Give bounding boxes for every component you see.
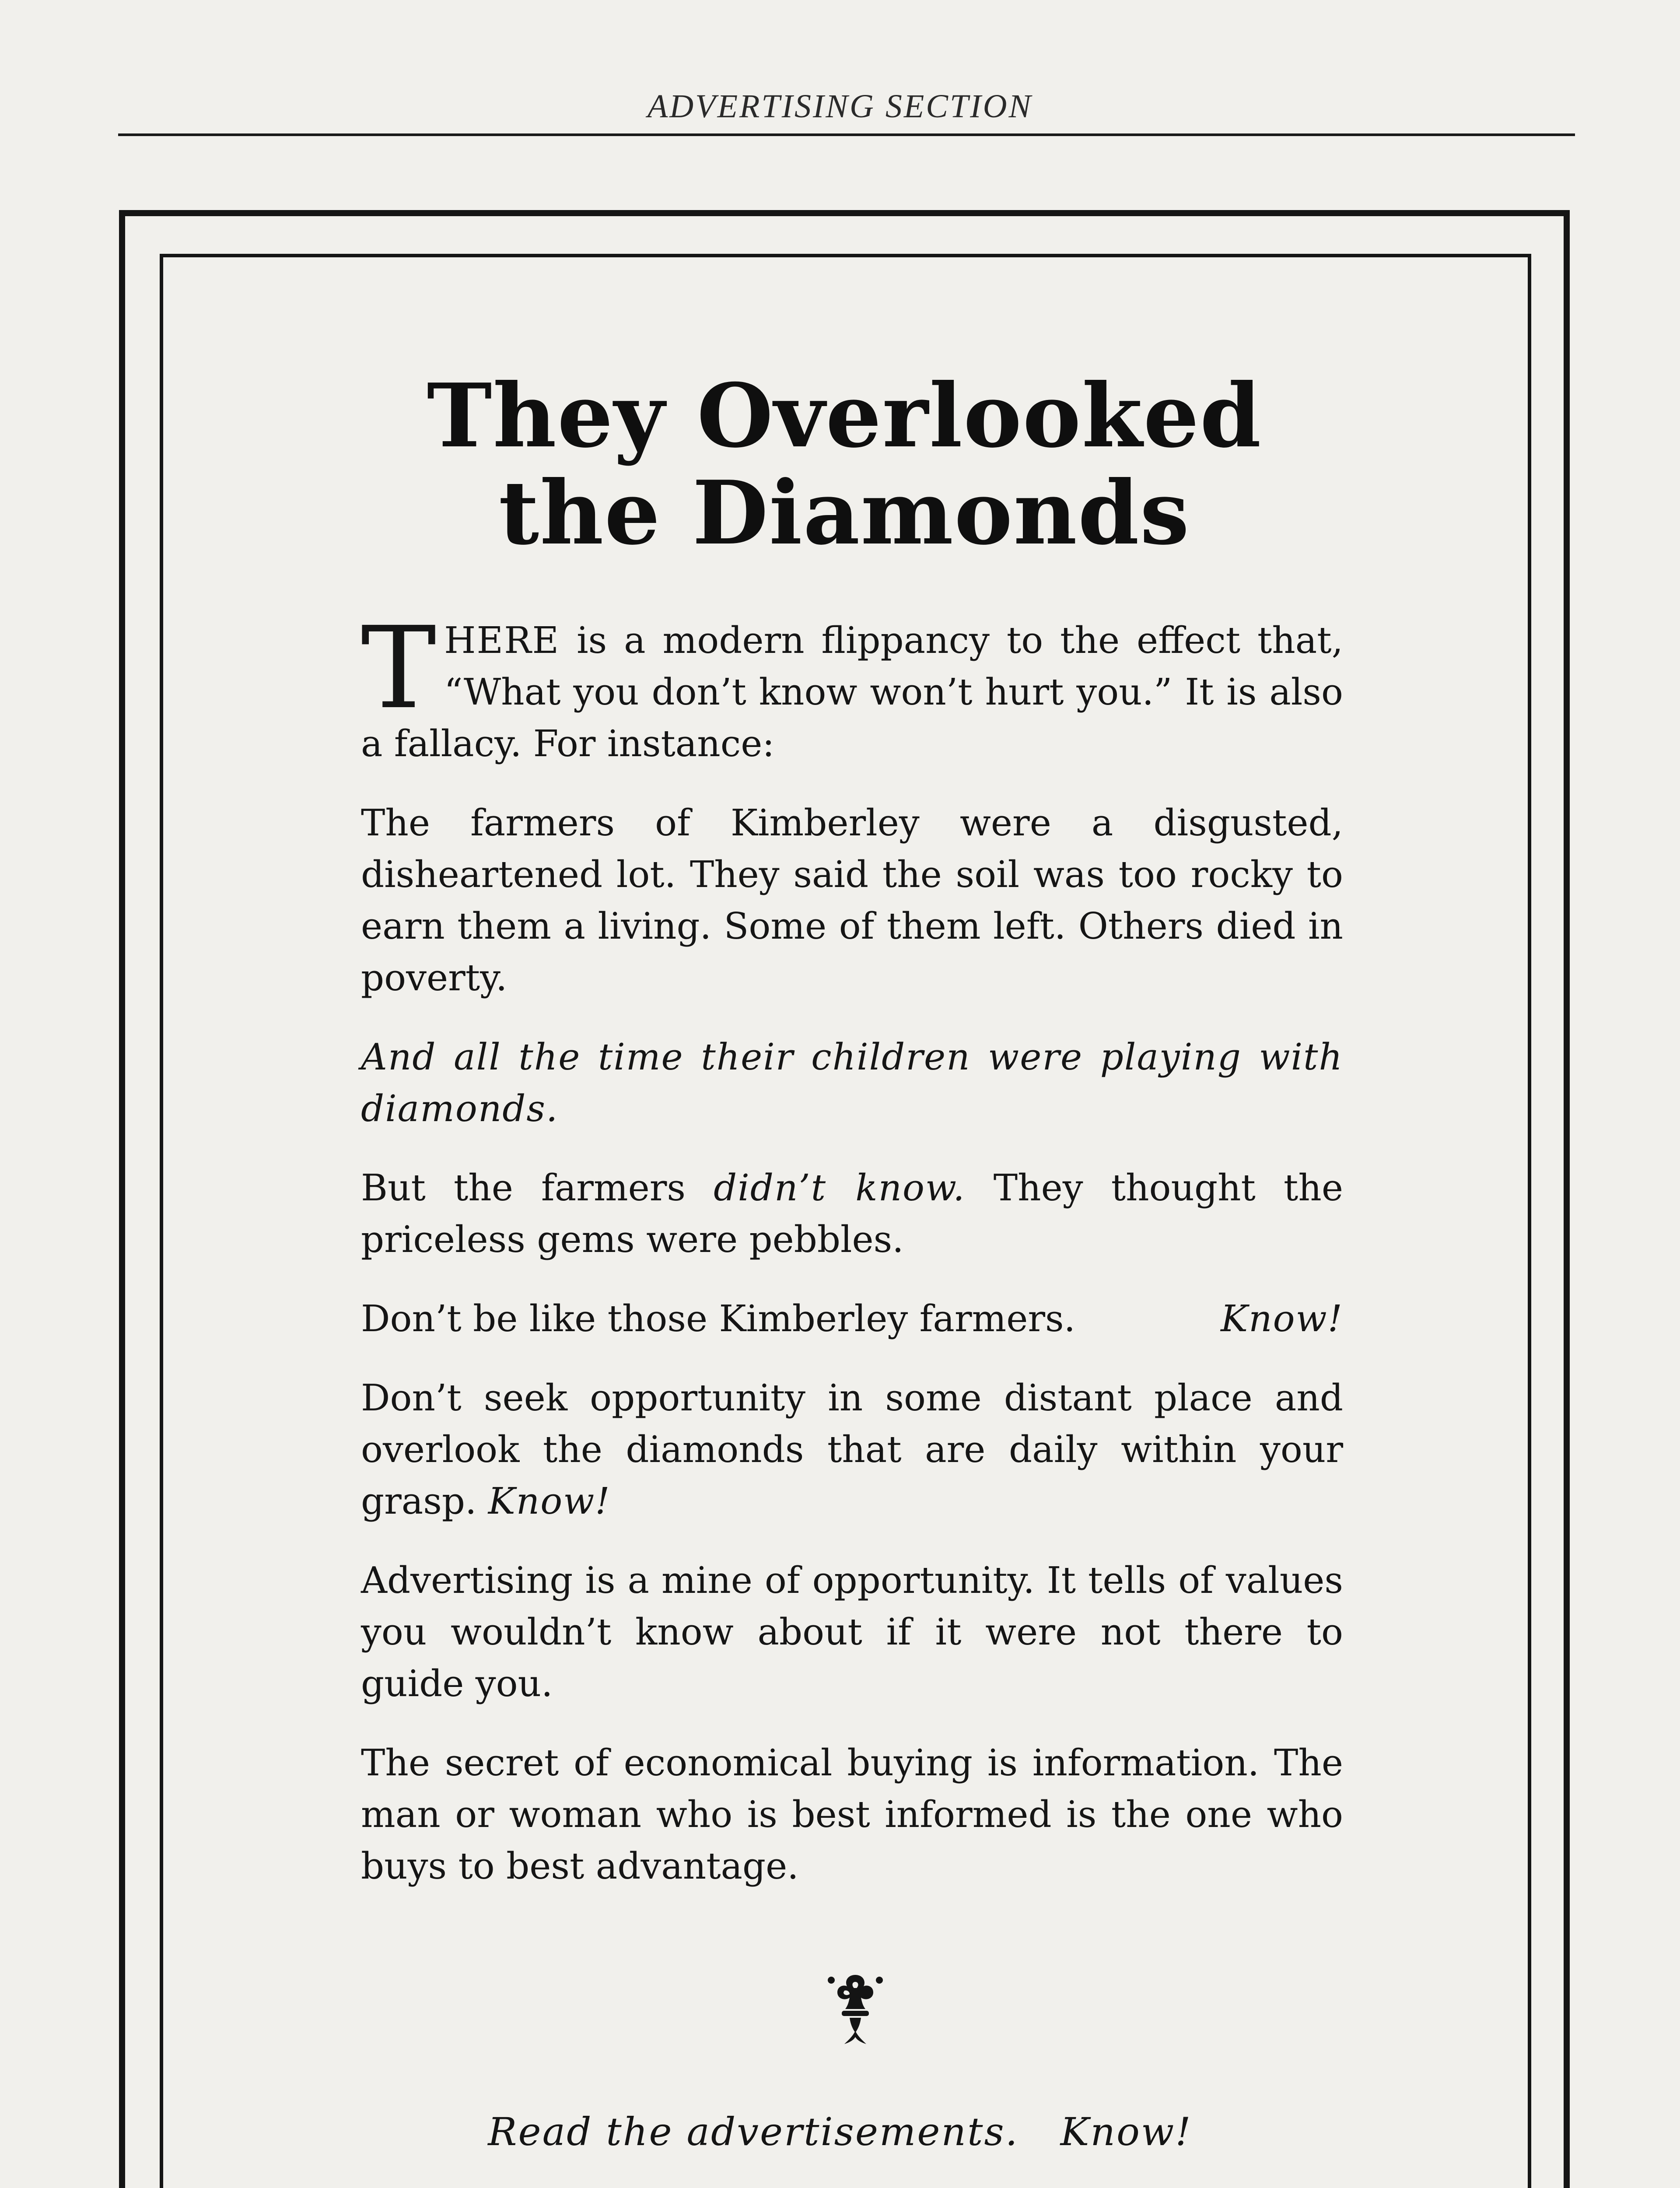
paragraph-kimberley: The farmers of Kimberley were a disgusted, disheartened lot. They said the soil was too rocky to earn them a living. Some of them left. Others died in poverty. xyxy=(361,802,1343,999)
closing-line xyxy=(0,2109,1680,2154)
fleuron-icon xyxy=(822,1967,888,2050)
ad-headline: They Overlooked the Diamonds xyxy=(427,365,1262,565)
paragraph-dont-be-like xyxy=(361,1293,1343,1345)
paragraph-diamonds: And all the time their children were playing with diamonds. xyxy=(361,1036,1343,1130)
text-run: They thought the priceless gems were pebbles. xyxy=(361,1167,1343,1261)
running-head: ADVERTISING SECTION xyxy=(647,88,1033,125)
lead-word: HERE xyxy=(444,619,560,662)
paragraph-intro xyxy=(361,603,1343,770)
emphasis-know: Know! xyxy=(1221,1297,1343,1340)
paragraph-intro-text: is a modern flippancy to the effect that, “What you don’t know won’t hurt you.” It is also a fallacy. For instance: xyxy=(361,619,1343,765)
closing-text: Read the advertisements. xyxy=(488,2109,1019,2154)
text-run: Don’t be like those Kimberley farmers. xyxy=(361,1297,1075,1340)
emphasis-didnt-know: didn’t know. xyxy=(714,1167,966,1209)
closing-know: Know! xyxy=(1060,2109,1192,2154)
paragraph-advertising: Advertising is a mine of opportunity. It tells of values you wouldn’t know about if it were not there to guide you. xyxy=(361,1559,1343,1705)
paragraph-didnt-know xyxy=(361,1162,1343,1266)
ad-body xyxy=(361,603,1343,1920)
emphasis-know: Know! xyxy=(488,1480,611,1522)
header-rule xyxy=(118,133,1575,136)
text-run: Don’t seek opportunity in some distant place and overlook the diamonds that are daily within your grasp. xyxy=(361,1377,1343,1522)
paragraph-opportunity xyxy=(361,1372,1343,1527)
drop-cap: T xyxy=(361,603,437,734)
paragraph-secret: The secret of economical buying is information. The man or woman who is best informed is the one who buys to best advantage. xyxy=(361,1742,1343,1887)
text-run: But the farmers xyxy=(361,1167,714,1209)
